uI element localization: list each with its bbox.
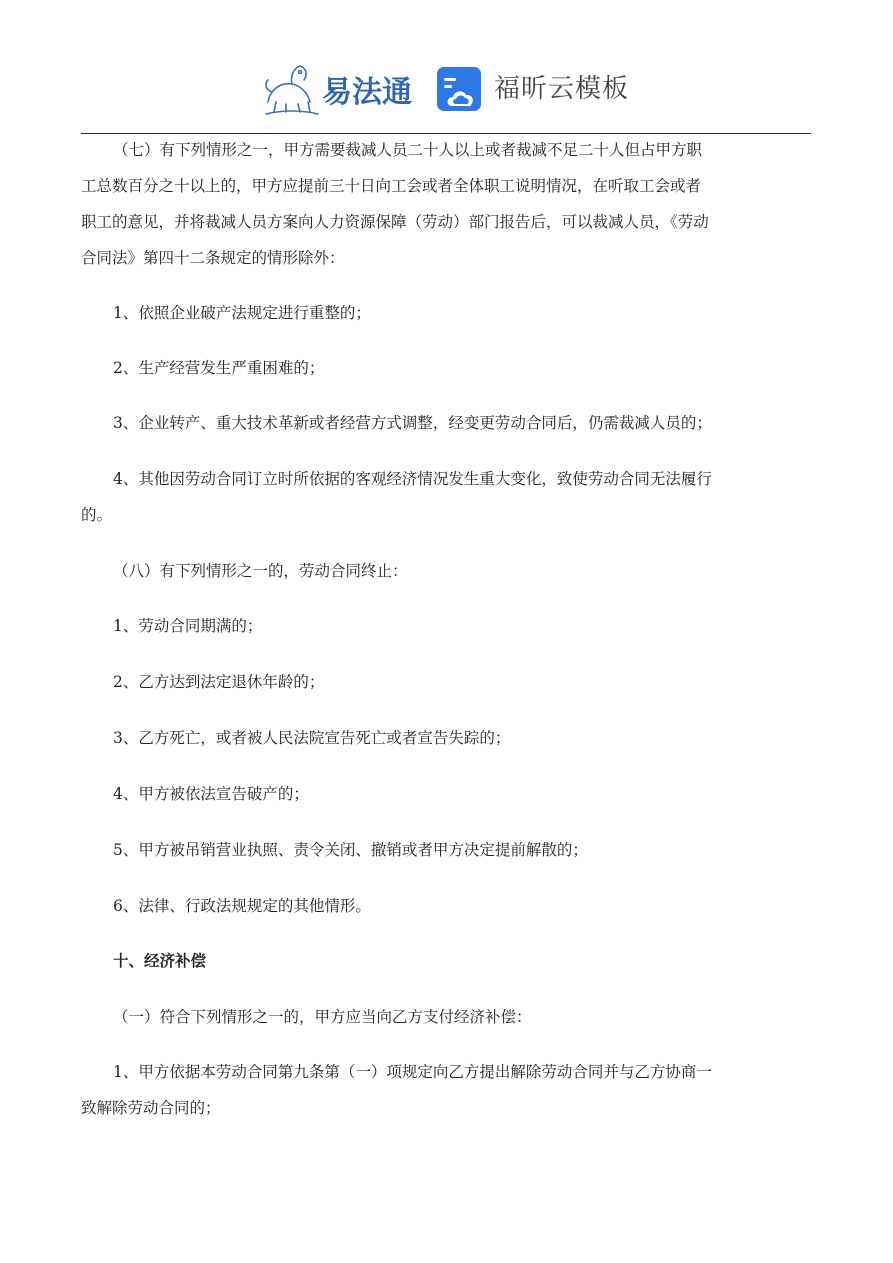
text-line: 1、劳动合同期满的； xyxy=(113,617,263,635)
text-line: 致解除劳动合同的； xyxy=(81,1099,221,1117)
text-line: 1、甲方依据本劳动合同第九条第（一）项规定向乙方提出解除劳动合同并与乙方协商一 xyxy=(113,1063,712,1081)
text-line: 5、甲方被吊销营业执照、责令关闭、撤销或者甲方决定提前解散的； xyxy=(113,841,588,859)
text-line: 2、乙方达到法定退休年龄的； xyxy=(113,673,325,691)
text-line: 6、法律、行政法规规定的其他情形。 xyxy=(113,897,371,915)
text-line: 3、乙方死亡，或者被人民法院宣告死亡或者宣告失踪的； xyxy=(113,729,511,747)
heading-text: 十、经济补偿 xyxy=(113,952,207,970)
text-line: （一）符合下列情形之一的，甲方应当向乙方支付经济补偿： xyxy=(113,1008,532,1026)
page-header xyxy=(0,58,893,118)
fuxi-cloud-icon xyxy=(436,66,484,114)
text-line: 4、甲方被依法宣告破产的； xyxy=(113,785,309,803)
logo-left-text: 易法通 xyxy=(322,75,412,110)
text-line: 职工的意见，并将裁减人员方案向人力资源保障（劳动）部门报告后，可以裁减人员，《劳动 xyxy=(81,213,709,231)
text-line: 的。 xyxy=(81,506,113,524)
logo-right-text: 福昕云模板 xyxy=(494,74,630,104)
text-line: （八）有下列情形之一的，劳动合同终止： xyxy=(113,562,408,580)
text-line: 2、生产经营发生严重困难的； xyxy=(113,359,325,377)
yifatong-logo xyxy=(262,62,412,116)
text-line: （七）有下列情形之一，甲方需要裁减人员二十人以上或者裁减不足二十人但占甲方职 xyxy=(113,141,703,159)
header-divider xyxy=(81,133,811,134)
text-line: 4、其他因劳动合同订立时所依据的客观经济情况发生重大变化，致使劳动合同无法履行 xyxy=(113,470,712,488)
text-line: 3、企业转产、重大技术革新或者经营方式调整，经变更劳动合同后，仍需裁减人员的； xyxy=(113,414,712,432)
text-line: 工总数百分之十以上的，甲方应提前三十日向工会或者全体职工说明情况，在听取工会或者 xyxy=(81,177,702,195)
text-line: 合同法》第四十二条规定的情形除外： xyxy=(81,249,345,267)
text-line: 1、依照企业破产法规定进行重整的； xyxy=(113,304,371,322)
